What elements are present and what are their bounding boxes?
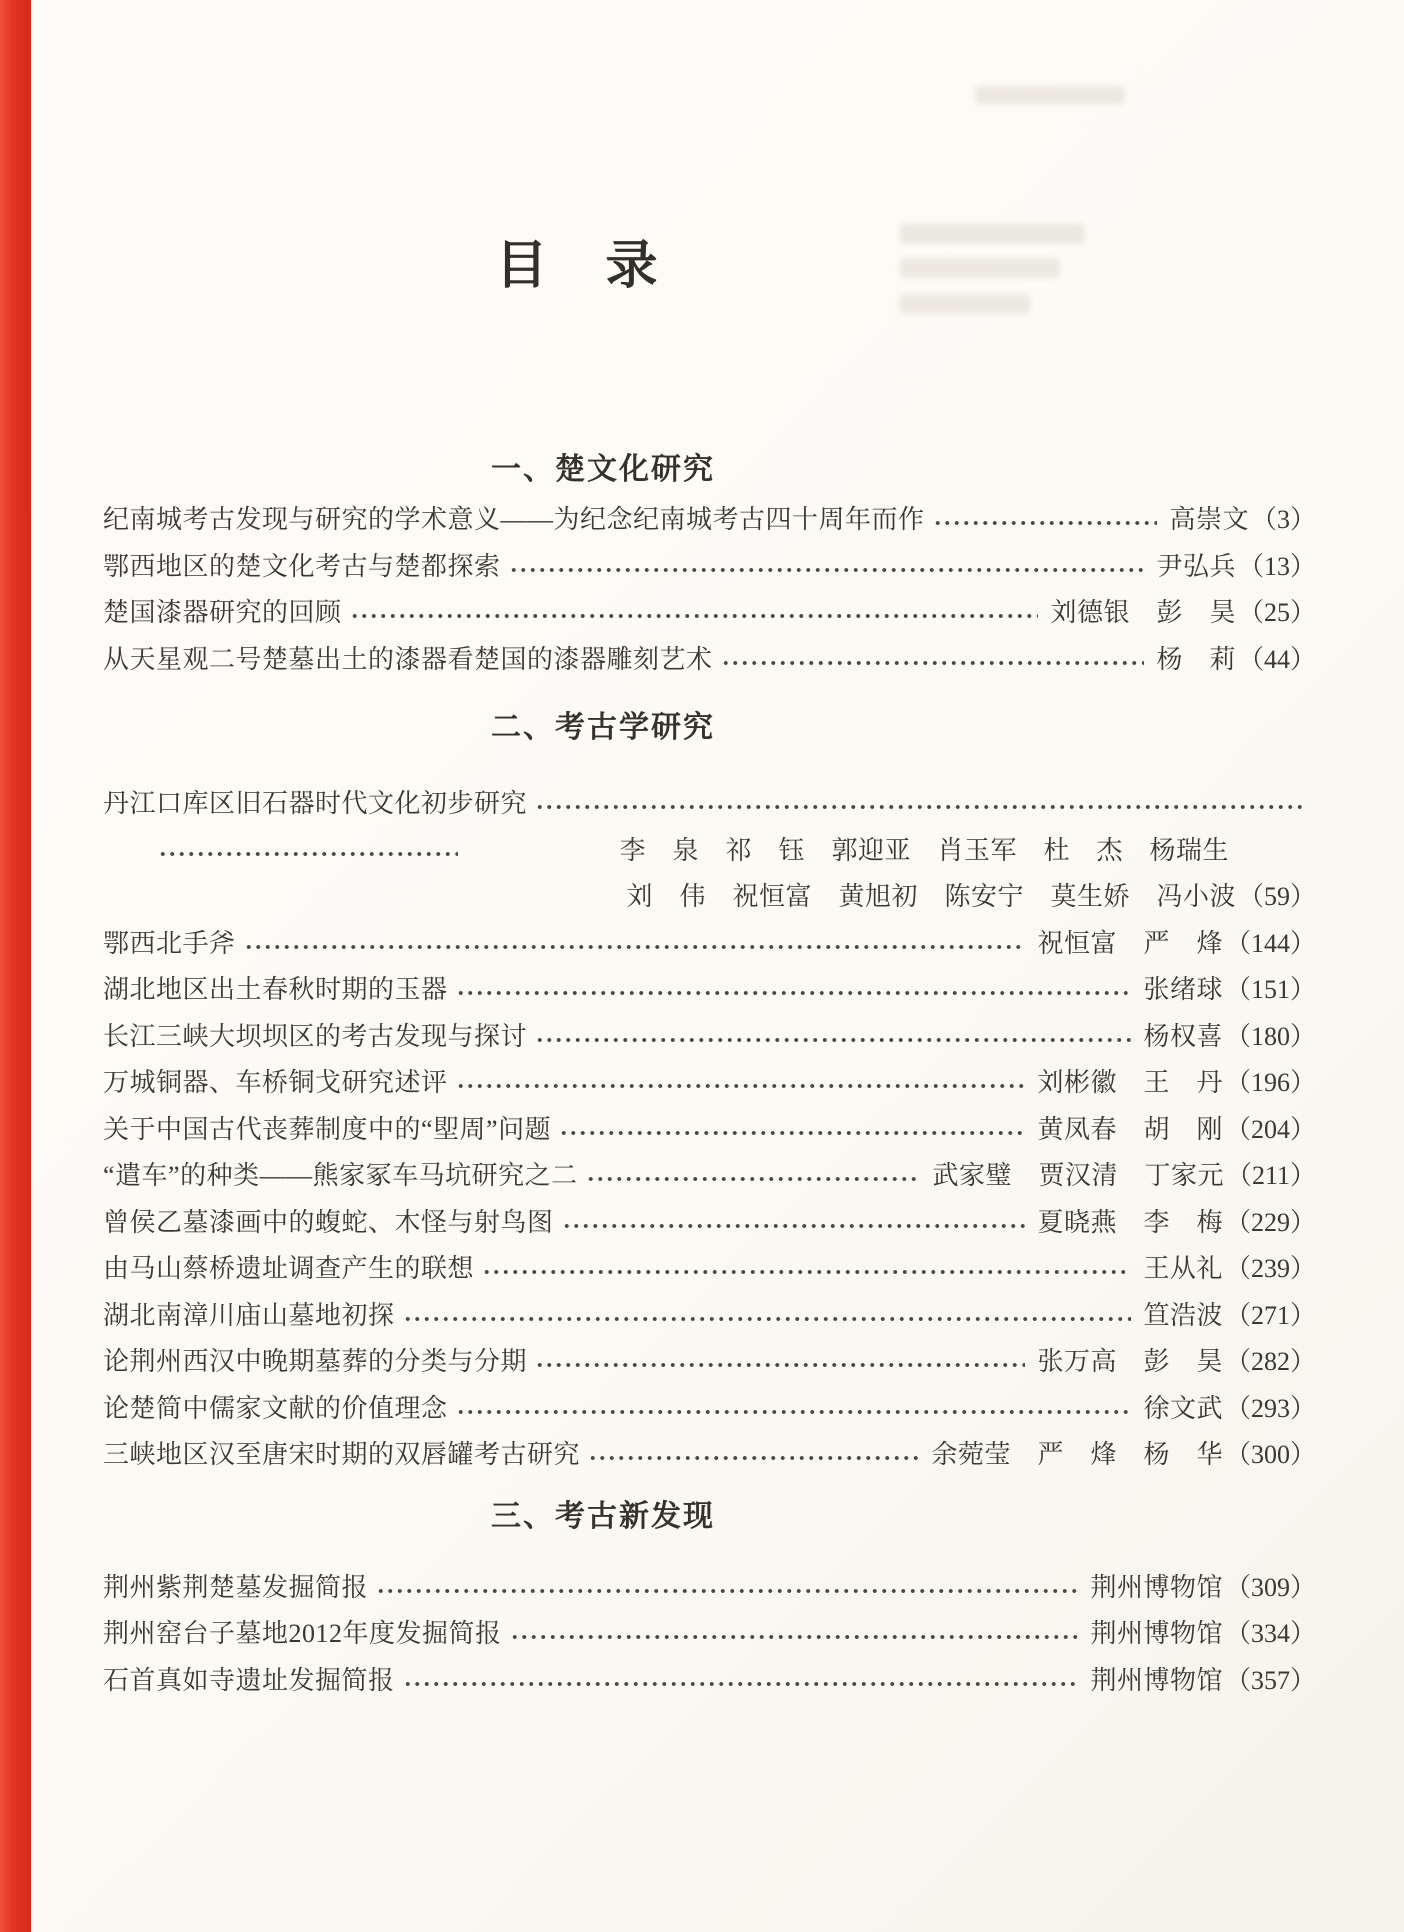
bleedthrough-text: [900, 294, 1030, 314]
entry-title: 荆州窑台子墓地2012年度发掘简报: [103, 1619, 502, 1648]
entry-title: 湖北地区出土春秋时期的玉器: [103, 975, 448, 1004]
bleedthrough-text: [975, 86, 1125, 104]
entry-page-number: （293）: [1224, 1393, 1316, 1423]
entry-authors: 祝恒富 严 烽: [1037, 928, 1223, 958]
entry-page-number: （3）: [1250, 505, 1316, 534]
toc-entry: [103, 1200, 1316, 1247]
toc-entry: [103, 637, 1316, 684]
toc-entry: [103, 1339, 1316, 1386]
entry-authors: 刘德银 彭 昊: [1050, 598, 1236, 627]
section-heading: 一、楚文化研究: [491, 453, 715, 486]
entry-authors: 张绪球: [1143, 975, 1223, 1004]
entry-page-number: （44）: [1237, 644, 1316, 674]
entry-authors: 刘彬徽 王 丹: [1037, 1068, 1223, 1097]
entry-page-number: （151）: [1224, 975, 1316, 1004]
entry-page-number: （300）: [1224, 1440, 1316, 1469]
toc-entry: [103, 921, 1316, 968]
entry-page-number: （25）: [1237, 598, 1316, 627]
toc-entry: [103, 781, 1316, 828]
entry-page-number: （309）: [1224, 1572, 1316, 1602]
entry-authors: 李 泉 祁 钰 郭迎亚 肖玉军 杜 杰 杨瑞生: [619, 835, 1229, 865]
entry-page-number: （59）: [1237, 882, 1316, 911]
toc-entry: [103, 1107, 1316, 1154]
book-spine-red-strip: [0, 0, 31, 1932]
entry-authors: 荆州博物馆: [1090, 1572, 1223, 1602]
entry-title: 万城铜器、车桥铜戈研究述评: [103, 1068, 448, 1097]
entry-title: 曾侯乙墓漆画中的蝮蛇、木怪与射鸟图: [103, 1207, 554, 1237]
entry-authors: 荆州博物馆: [1090, 1665, 1223, 1695]
toc-entry: [103, 1658, 1316, 1705]
toc-entry: [103, 1014, 1316, 1061]
entry-title: 纪南城考古发现与研究的学术意义——为纪念纪南城考古四十周年而作: [103, 505, 925, 534]
entry-page-number: （13）: [1237, 551, 1316, 581]
entry-page-number: （180）: [1224, 1021, 1316, 1051]
entry-title: 论楚简中儒家文献的价值理念: [103, 1393, 448, 1423]
toc-section: [103, 710, 1316, 1479]
entry-authors: 黄凤春 胡 刚: [1037, 1114, 1223, 1144]
entry-authors: 王从礼: [1143, 1254, 1223, 1283]
entry-authors: 笪浩波: [1143, 1300, 1223, 1330]
section-heading: 二、考古学研究: [491, 711, 715, 744]
entry-page-number: （357）: [1224, 1665, 1316, 1695]
toc-entry: [103, 1386, 1316, 1433]
entry-page-number: （204）: [1224, 1114, 1316, 1144]
toc-entry: [103, 1432, 1316, 1479]
entry-authors: 杨权喜: [1143, 1021, 1223, 1051]
toc-entry: [103, 1060, 1316, 1107]
page-title: 目 录: [495, 238, 661, 295]
entry-title: 楚国漆器研究的回顾: [103, 598, 342, 627]
entry-title: 石首真如寺遗址发掘简报: [103, 1665, 395, 1695]
toc-entry: [103, 1153, 1316, 1200]
entry-page-number: （211）: [1225, 1161, 1316, 1190]
entry-authors: 余菀莹 严 烽 杨 华: [931, 1440, 1223, 1469]
entry-title: 三峡地区汉至唐宋时期的双唇罐考古研究: [103, 1440, 581, 1469]
toc-sections: [103, 452, 1316, 1704]
toc-entry-authors-line: [103, 874, 1316, 921]
entry-authors: 徐文武: [1143, 1393, 1223, 1423]
toc-entry: [103, 1293, 1316, 1340]
entry-title: 鄂西地区的楚文化考古与楚都探索: [103, 551, 501, 581]
entry-title: 由马山蔡桥遗址调查产生的联想: [103, 1254, 475, 1283]
toc-entry: [103, 967, 1316, 1014]
entry-authors: 荆州博物馆: [1090, 1619, 1223, 1648]
toc-section: [103, 1499, 1316, 1705]
entry-title: 鄂西北手斧: [103, 928, 236, 958]
entry-authors: 高崇文: [1169, 505, 1249, 534]
toc-entry: [103, 590, 1316, 637]
entry-title: 湖北南漳川庙山墓地初探: [103, 1300, 395, 1330]
section-entries: [103, 497, 1316, 683]
entry-page-number: （334）: [1224, 1619, 1316, 1648]
entry-page-number: （271）: [1224, 1300, 1316, 1330]
toc-entry: [103, 1611, 1316, 1658]
entry-title: 荆州紫荆楚墓发掘简报: [103, 1572, 369, 1602]
toc-section: [103, 452, 1316, 683]
entry-authors: 刘 伟 祝恒富 黄旭初 陈安宁 莫生娇 冯小波: [626, 882, 1236, 911]
toc-entry: [103, 1246, 1316, 1293]
entry-page-number: （239）: [1224, 1254, 1316, 1283]
entry-authors: 夏晓燕 李 梅: [1037, 1207, 1223, 1237]
toc-entry: [103, 1565, 1316, 1612]
entry-page-number: （144）: [1224, 928, 1316, 958]
entry-authors: 杨 莉: [1156, 644, 1236, 674]
entry-title: 丹江口库区旧石器时代文化初步研究: [103, 789, 528, 818]
entry-title: 关于中国古代丧葬制度中的“堲周”问题: [103, 1114, 552, 1144]
entry-authors: 张万高 彭 昊: [1037, 1347, 1223, 1376]
entry-title: 从天星观二号楚墓出土的漆器看楚国的漆器雕刻艺术: [103, 644, 713, 674]
entry-authors: 武家璧 贾汉清 丁家元: [932, 1161, 1224, 1190]
entry-title: “遣车”的种类——熊家冢车马坑研究之二: [103, 1161, 578, 1190]
entry-title: 论荆州西汉中晚期墓葬的分类与分期: [103, 1347, 528, 1376]
entry-page-number: （196）: [1224, 1068, 1316, 1097]
toc-entry: [103, 497, 1316, 544]
toc-entry-authors-line: [103, 828, 1316, 875]
entry-page-number: （282）: [1224, 1347, 1316, 1376]
section-entries: [103, 781, 1316, 1479]
entry-title: 长江三峡大坝坝区的考古发现与探讨: [103, 1021, 528, 1051]
section-entries: [103, 1565, 1316, 1705]
entry-authors: 尹弘兵: [1156, 551, 1236, 581]
section-heading: 三、考古新发现: [491, 1499, 715, 1533]
entry-page-number: （229）: [1224, 1207, 1316, 1237]
toc-entry: [103, 544, 1316, 591]
